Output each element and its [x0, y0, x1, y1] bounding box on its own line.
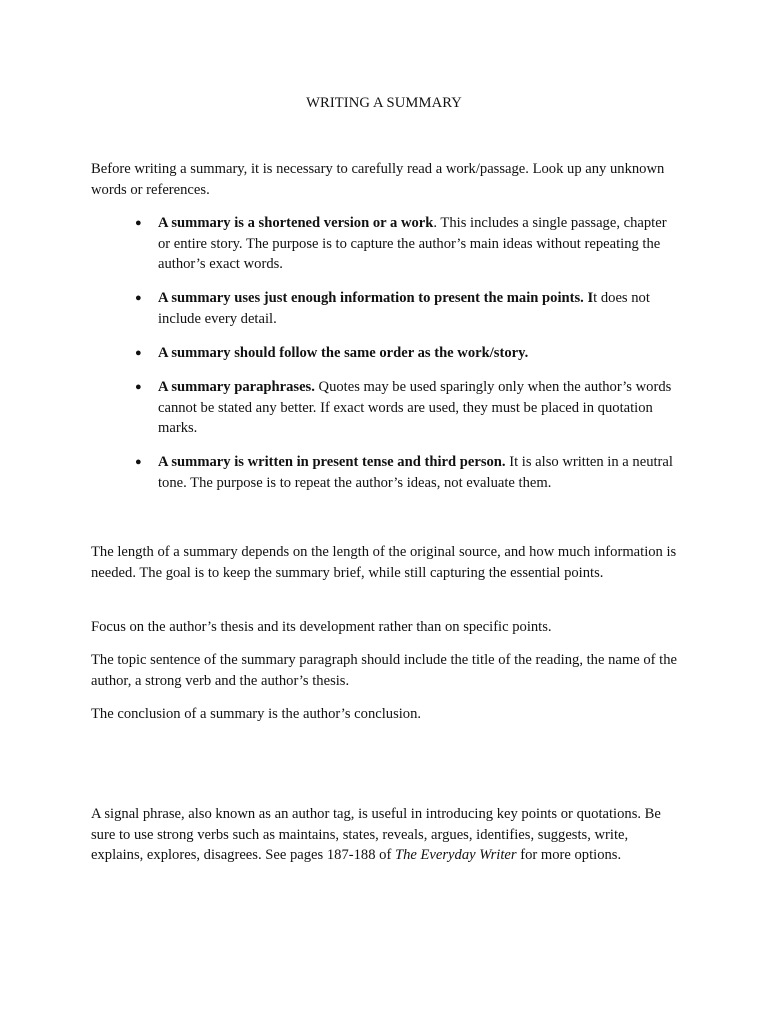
bullet-text: Quotes may be used sparingly only when the author’s words cannot be stated any better. If exact words are used, they must be placed in quotation marks. — [158, 379, 672, 437]
list-item — [91, 343, 681, 364]
list-item — [91, 288, 681, 329]
summary-rules-list — [91, 213, 681, 507]
bullet-icon: ● — [135, 292, 142, 305]
list-item — [91, 213, 681, 275]
conclusion-paragraph: The conclusion of a summary is the author’s conclusion. — [91, 706, 422, 722]
bullet-icon: ● — [135, 381, 142, 394]
bullet-text: t does not include every detail. — [158, 290, 650, 327]
book-title: The Everyday Writer — [394, 847, 517, 864]
page-title: WRITING A SUMMARY — [306, 95, 462, 111]
signal-text: A signal phrase, also known as an author tag, is useful in introducing key points or quotations. Be sure to use strong verbs such as maintains, states, reveals, argues, identifies, suggests, write, explains, explores, disagrees. See pages 187-188 of — [91, 806, 661, 864]
bullet-text: . This includes a single passage, chapter or entire story. The purpose is to capture the author’s main ideas without repeating the author’s exact words. — [158, 215, 667, 273]
length-paragraph: The length of a summary depends on the length of the original source, and how much information is needed. The goal is to keep the summary brief, while still capturing the essential points. — [91, 544, 677, 581]
bullet-heading: A summary should follow the same order as the work/story. — [158, 344, 529, 361]
bullet-heading: A summary is a shortened version or a work — [158, 215, 434, 231]
bullet-heading: A summary is written in present tense and third person. — [158, 454, 506, 471]
bullet-icon: ● — [135, 346, 142, 359]
list-item — [91, 377, 681, 439]
list-item — [91, 452, 681, 493]
bullet-heading: A summary paraphrases. — [158, 379, 315, 396]
intro-paragraph: Before writing a summary, it is necessary to carefully read a work/passage. Look up any unknown words or references. — [91, 161, 665, 198]
signal-text-end: for more options. — [516, 847, 622, 864]
bullet-text: It is also written in a neutral tone. The purpose is to repeat the author’s ideas, not evaluate them. — [158, 454, 673, 491]
bullet-icon: ● — [135, 456, 142, 469]
bullet-heading: A summary uses just enough information to present the main points. I — [158, 290, 594, 307]
signal-phrase-paragraph — [91, 804, 681, 866]
bullet-icon: ● — [135, 217, 142, 229]
topic-sentence-paragraph: The topic sentence of the summary paragraph should include the title of the reading, the name of the author, a strong verb and the author’s thesis. — [91, 652, 677, 689]
focus-paragraph: Focus on the author’s thesis and its development rather than on specific points. — [91, 619, 552, 635]
